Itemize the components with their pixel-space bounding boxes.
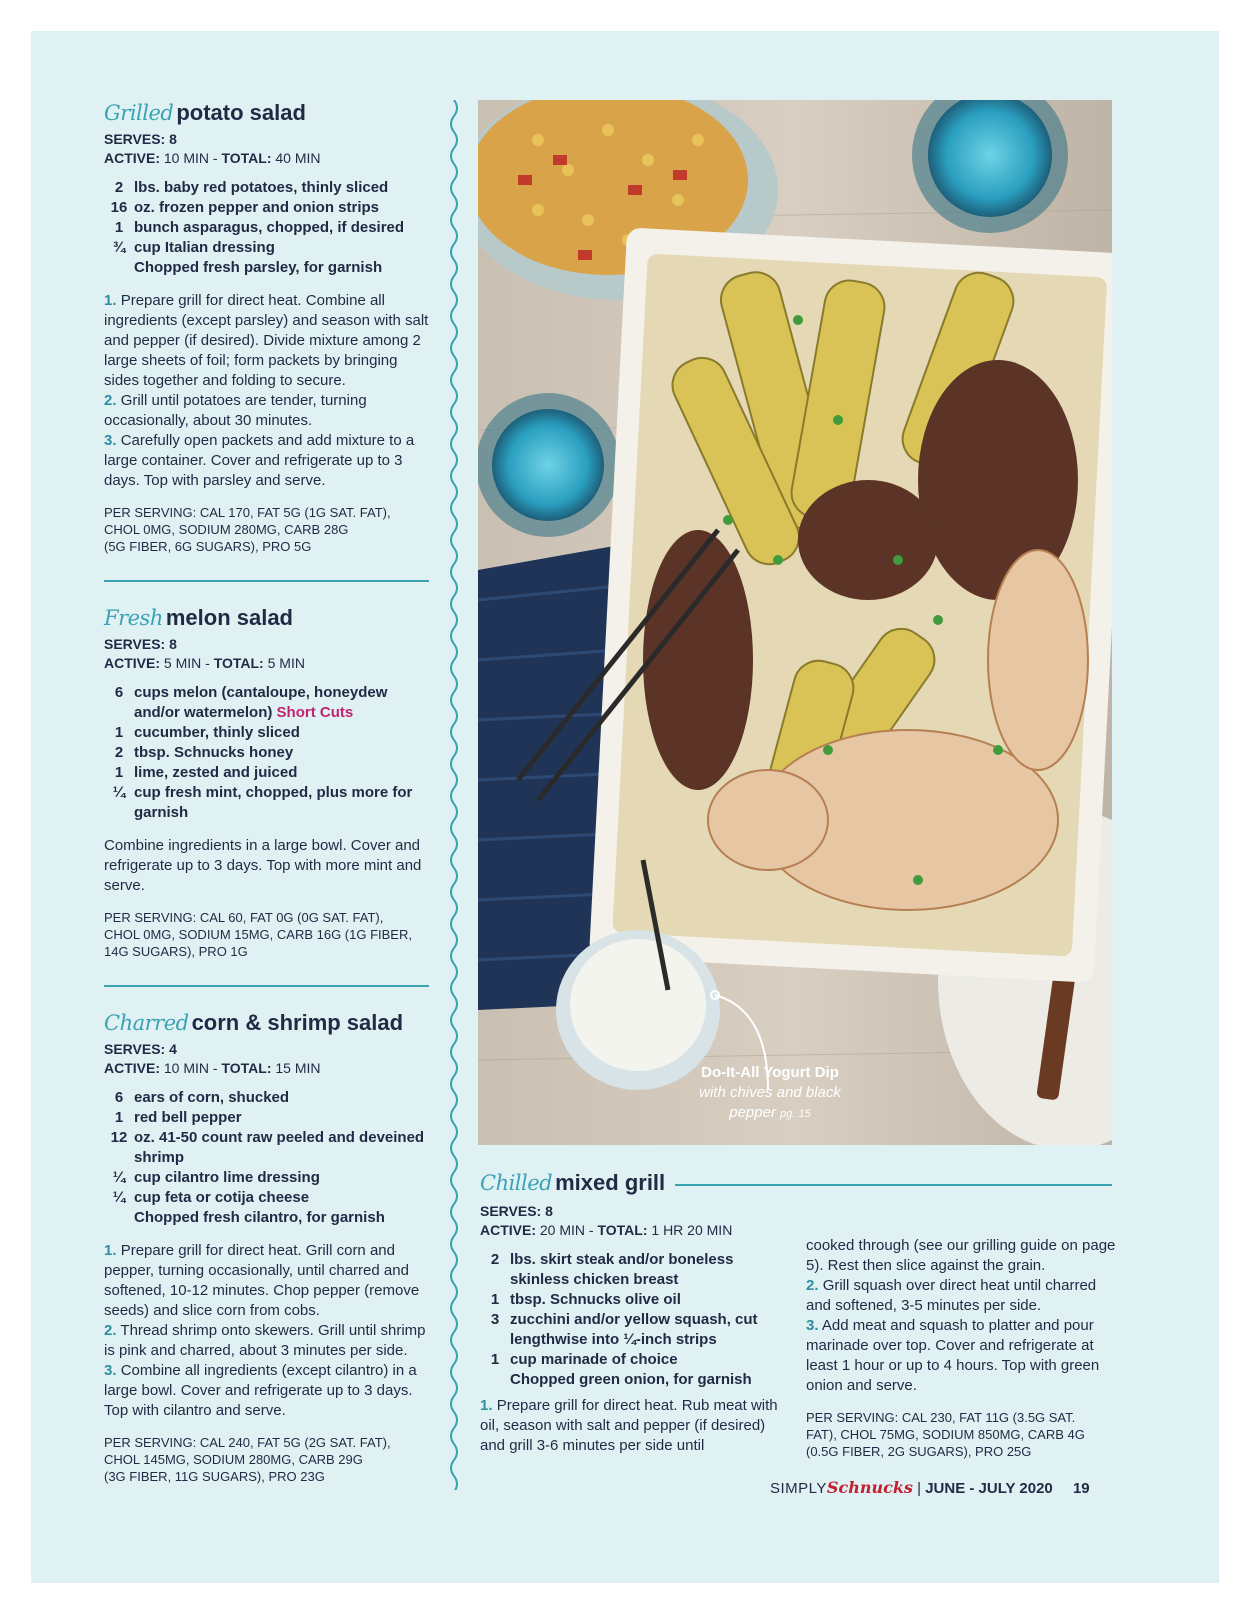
section-divider (104, 580, 429, 582)
ingredient-list (104, 178, 434, 278)
total-label: TOTAL: (221, 150, 272, 166)
ingredient-item (104, 743, 434, 763)
footer-separator: | (917, 1480, 922, 1497)
step-text: Carefully open packets and add mixture to a large container. Cover and refrigerate up to 3 days. Top with parsley and serve. (104, 432, 415, 489)
ingredient-qty: 2 (114, 179, 124, 196)
step (104, 1321, 434, 1361)
nutrition-line: (3G FIBER, 11G SUGARS), PRO 23G (104, 1469, 325, 1484)
recipe-title-script: Chilled (480, 1171, 553, 1195)
ingredient-list (480, 1250, 780, 1390)
total-value: 1 HR 20 MIN (651, 1222, 733, 1238)
ingredient-text: cup marinade of choice (510, 1351, 678, 1368)
ingredient-qty: 2 (490, 1251, 500, 1268)
ingredient-text: oz. frozen pepper and onion strips (134, 199, 380, 216)
nutrition-line: 14G SUGARS), PRO 1G (104, 944, 248, 959)
active-label: ACTIVE: (104, 1060, 160, 1076)
recipe-meta: SERVES: 4 ACTIVE: 10 MIN - TOTAL: 15 MIN (104, 1041, 321, 1076)
step-text: Prepare grill for direct heat. Combine all ingredients (except parsley) and season with salt and pepper (if desired). Divide mixture among 2 large sheets of foil; form packets by bringing sides together and folding to secure. (104, 292, 429, 389)
active-label: ACTIVE: (480, 1222, 536, 1238)
step (104, 836, 434, 896)
step-number: 3. (806, 1317, 819, 1334)
ingredient-item (480, 1310, 780, 1350)
ingredient-item (104, 1208, 434, 1228)
ingredient-item (104, 1128, 434, 1168)
ingredient-text: lbs. baby red potatoes, thinly sliced (134, 179, 389, 196)
mixed-grill-header (480, 1168, 1120, 1200)
section-divider (104, 985, 429, 987)
step-list (104, 1241, 434, 1421)
ingredient-qty: 16 (110, 199, 128, 216)
step (480, 1396, 780, 1456)
serves-label: SERVES: (104, 131, 166, 147)
total-label: TOTAL: (597, 1222, 648, 1238)
ingredient-qty: 12 (110, 1129, 128, 1146)
step-text: Prepare grill for direct heat. Rub meat with oil, season with salt and pepper (if desired) and grill 3-6 minutes per side until (480, 1397, 778, 1454)
nutrition-line: PER SERVING: CAL 60, FAT 0G (0G SAT. FAT), (104, 910, 384, 925)
serves-label: SERVES: (480, 1203, 542, 1219)
ingredient-qty: ¼ (112, 1189, 126, 1206)
caption-line-2: with chives and black (699, 1084, 841, 1101)
nutrition-line: CHOL 0MG, SODIUM 280MG, CARB 28G (104, 522, 349, 537)
caption-page-ref: pg. 15 (780, 1108, 811, 1120)
caption-title: Do-It-All Yogurt Dip (701, 1064, 839, 1081)
step-text: Combine all ingredients (except cilantro) in a large bowl. Cover and refrigerate up to 3 days. Top with cilantro and serve. (104, 1362, 417, 1419)
ingredient-text: Chopped green onion, for garnish (510, 1371, 752, 1388)
step-text: Grill until potatoes are tender, turning occasionally, about 30 minutes. (104, 392, 367, 429)
ingredient-text: tbsp. Schnucks olive oil (510, 1291, 681, 1308)
ingredient-qty: 6 (114, 684, 124, 701)
step-text: Grill squash over direct heat until charred and softened, 3-5 minutes per side. (806, 1277, 1097, 1314)
recipe-potato-salad (104, 98, 434, 555)
ingredient-text: cup cilantro lime dressing (134, 1169, 320, 1186)
ingredient-item (104, 1108, 434, 1128)
step (806, 1316, 1116, 1396)
nutrition-line: (5G FIBER, 6G SUGARS), PRO 5G (104, 539, 312, 554)
ingredient-qty: ¼ (112, 1169, 126, 1186)
step-text-continued: cooked through (see our grilling guide on page 5). Rest then slice against the grain. (806, 1237, 1116, 1274)
recipe-title-script: Fresh (104, 606, 163, 630)
ingredient-item (104, 1168, 434, 1188)
ingredient-qty (104, 1208, 134, 1228)
serves-value: 4 (169, 1041, 177, 1057)
wavy-divider (447, 100, 461, 1490)
nutrition-line: FAT), CHOL 75MG, SODIUM 850MG, CARB 4G (806, 1427, 1085, 1442)
ingredient-item (104, 198, 434, 218)
ingredient-qty: 1 (114, 1109, 124, 1126)
nutrition-line: PER SERVING: CAL 230, FAT 11G (3.5G SAT. (806, 1410, 1076, 1425)
food-photo (478, 100, 1112, 1145)
ingredient-qty: ¾ (112, 239, 126, 256)
step (104, 291, 434, 391)
step-number: 2. (104, 1322, 117, 1339)
recipe-title (104, 603, 434, 635)
mixed-grill-left (480, 1202, 780, 1456)
active-value: 5 MIN (163, 655, 202, 671)
step (104, 1361, 434, 1421)
ingredient-text: oz. 41-50 count raw peeled and deveined shrimp (134, 1129, 425, 1166)
food-photo-illustration (478, 100, 1112, 1145)
ingredient-text: lbs. skirt steak and/or boneless skinless chicken breast (510, 1251, 734, 1288)
recipe-title-main: melon salad (165, 605, 293, 630)
nutrition-line: CHOL 0MG, SODIUM 15MG, CARB 16G (1G FIBER, (104, 927, 412, 942)
step (806, 1276, 1116, 1316)
issue-date: JUNE - JULY 2020 (925, 1480, 1053, 1497)
ingredient-item (104, 763, 434, 783)
serves-value: 8 (545, 1203, 553, 1219)
step-list (480, 1396, 780, 1456)
serves-label: SERVES: (104, 636, 166, 652)
ingredient-qty: 1 (114, 724, 124, 741)
recipe-meta: SERVES: 8 ACTIVE: 10 MIN - TOTAL: 40 MIN (104, 131, 321, 166)
page-number: 19 (1072, 1480, 1090, 1497)
ingredient-list (104, 1088, 434, 1228)
step-number: 1. (104, 1242, 117, 1259)
mixed-grill-right (806, 1236, 1116, 1460)
step-number: 1. (480, 1397, 493, 1414)
ingredient-text: red bell pepper (134, 1109, 242, 1126)
nutrition-line: CHOL 145MG, SODIUM 280MG, CARB 29G (104, 1452, 363, 1467)
ingredient-text: zucchini and/or yellow squash, cut lengthwise into ¼-inch strips (510, 1311, 758, 1348)
step (104, 391, 434, 431)
step (104, 431, 434, 491)
recipe-melon-salad (104, 603, 434, 960)
ingredient-item (480, 1250, 780, 1290)
step-text: Prepare grill for direct heat. Grill corn and pepper, turning occasionally, until charred and softened, 10-12 minutes. Chop pepper (remove seeds) and slice corn from cobs. (104, 1242, 420, 1319)
ingredient-item (104, 683, 434, 723)
ingredient-qty: 1 (490, 1291, 500, 1308)
ingredient-qty: 1 (114, 219, 124, 236)
ingredient-qty: 1 (490, 1351, 500, 1368)
caption-line-3 (670, 1103, 870, 1124)
recipe-corn-shrimp-salad (104, 1008, 434, 1485)
ingredient-qty: 1 (114, 764, 124, 781)
ingredient-text: ears of corn, shucked (134, 1089, 290, 1106)
ingredient-item (104, 1088, 434, 1108)
ingredient-item (104, 1188, 434, 1208)
ingredient-qty (480, 1370, 510, 1390)
ingredient-item (104, 783, 434, 823)
step-text: Thread shrimp onto skewers. Grill until shrimp is pink and charred, about 3 minutes per side. (104, 1322, 426, 1359)
recipe-meta: SERVES: 8 ACTIVE: 5 MIN - TOTAL: 5 MIN (104, 636, 305, 671)
serves-value: 8 (169, 636, 177, 652)
ingredient-text: Chopped fresh cilantro, for garnish (134, 1209, 385, 1226)
ingredient-qty: 2 (114, 744, 124, 761)
total-label: TOTAL: (213, 655, 264, 671)
ingredient-text: cup feta or cotija cheese (134, 1189, 310, 1206)
short-cuts-label: Short Cuts (276, 704, 354, 721)
page-footer (770, 1478, 1120, 1497)
nutrition-line: PER SERVING: CAL 170, FAT 5G (1G SAT. FAT), (104, 505, 391, 520)
active-value: 10 MIN (163, 150, 210, 166)
step-number: 2. (806, 1277, 819, 1294)
recipe-title (104, 98, 434, 130)
ingredient-text: bunch asparagus, chopped, if desired (134, 219, 405, 236)
ingredient-item (480, 1290, 780, 1310)
footer-simply: SIMPLY (770, 1480, 827, 1497)
step-list (104, 836, 434, 896)
recipe-title (480, 1168, 675, 1200)
step-text: Combine ingredients in a large bowl. Cover and refrigerate up to 3 days. Top with more mint and serve. (104, 837, 422, 894)
total-value: 15 MIN (275, 1060, 321, 1076)
total-value: 5 MIN (267, 655, 305, 671)
recipe-title-script: Grilled (104, 101, 174, 125)
total-label: TOTAL: (221, 1060, 272, 1076)
step-number: 1. (104, 292, 117, 309)
step-number: 3. (104, 432, 117, 449)
recipe-title-main: potato salad (176, 100, 306, 125)
ingredient-item (104, 258, 434, 278)
step-number: 3. (104, 1362, 117, 1379)
ingredient-text: cup fresh mint, chopped, plus more for garnish (134, 784, 413, 821)
nutrition-info (104, 1434, 434, 1485)
ingredient-item (480, 1370, 780, 1390)
ingredient-qty: 3 (490, 1311, 500, 1328)
ingredient-text (134, 683, 434, 723)
ingredient-list (104, 683, 434, 823)
ingredient-qty: 6 (114, 1089, 124, 1106)
nutrition-line: PER SERVING: CAL 240, FAT 5G (2G SAT. FAT), (104, 1435, 391, 1450)
ingredient-text: cucumber, thinly sliced (134, 724, 300, 741)
ingredient-item (104, 218, 434, 238)
step (104, 1241, 434, 1321)
left-column (104, 98, 434, 1485)
active-value: 20 MIN (539, 1222, 586, 1238)
recipe-meta: SERVES: 8 ACTIVE: 20 MIN - TOTAL: 1 HR 20 MIN (480, 1203, 733, 1238)
ingredient-qty: ¼ (112, 784, 126, 801)
ingredient-text: cup Italian dressing (134, 239, 275, 256)
serves-value: 8 (169, 131, 177, 147)
serves-label: SERVES: (104, 1041, 166, 1057)
brand-logo: Schnucks (826, 1478, 913, 1497)
step-list (104, 291, 434, 491)
ingredient-qty (104, 258, 134, 278)
ingredient-item (104, 178, 434, 198)
recipe-title-main: corn & shrimp salad (191, 1010, 404, 1035)
ingredient-text-main: cups melon (cantaloupe, honeydew and/or watermelon) (134, 684, 388, 721)
nutrition-info (104, 504, 434, 555)
active-label: ACTIVE: (104, 655, 160, 671)
ingredient-item (104, 238, 434, 258)
ingredient-text: tbsp. Schnucks honey (134, 744, 294, 761)
caption-line-3-text: pepper (729, 1104, 776, 1121)
step-number: 2. (104, 392, 117, 409)
recipe-title-main: mixed grill (555, 1170, 666, 1195)
ingredient-text: Chopped fresh parsley, for garnish (134, 259, 383, 276)
ingredient-item (104, 723, 434, 743)
nutrition-info (806, 1409, 1116, 1460)
nutrition-line: (0.5G FIBER, 2G SUGARS), PRO 25G (806, 1444, 1032, 1459)
photo-caption (670, 1063, 870, 1124)
nutrition-info (104, 909, 434, 960)
active-value: 10 MIN (163, 1060, 210, 1076)
recipe-title (104, 1008, 434, 1040)
ingredient-item (480, 1350, 780, 1370)
active-label: ACTIVE: (104, 150, 160, 166)
ingredient-text: lime, zested and juiced (134, 764, 298, 781)
step-text: Add meat and squash to platter and pour marinade over top. Cover and refrigerate at least 1 hour or up to 4 hours. Top with green onion and serve. (806, 1317, 1100, 1394)
total-value: 40 MIN (275, 150, 321, 166)
recipe-title-script: Charred (104, 1011, 189, 1035)
